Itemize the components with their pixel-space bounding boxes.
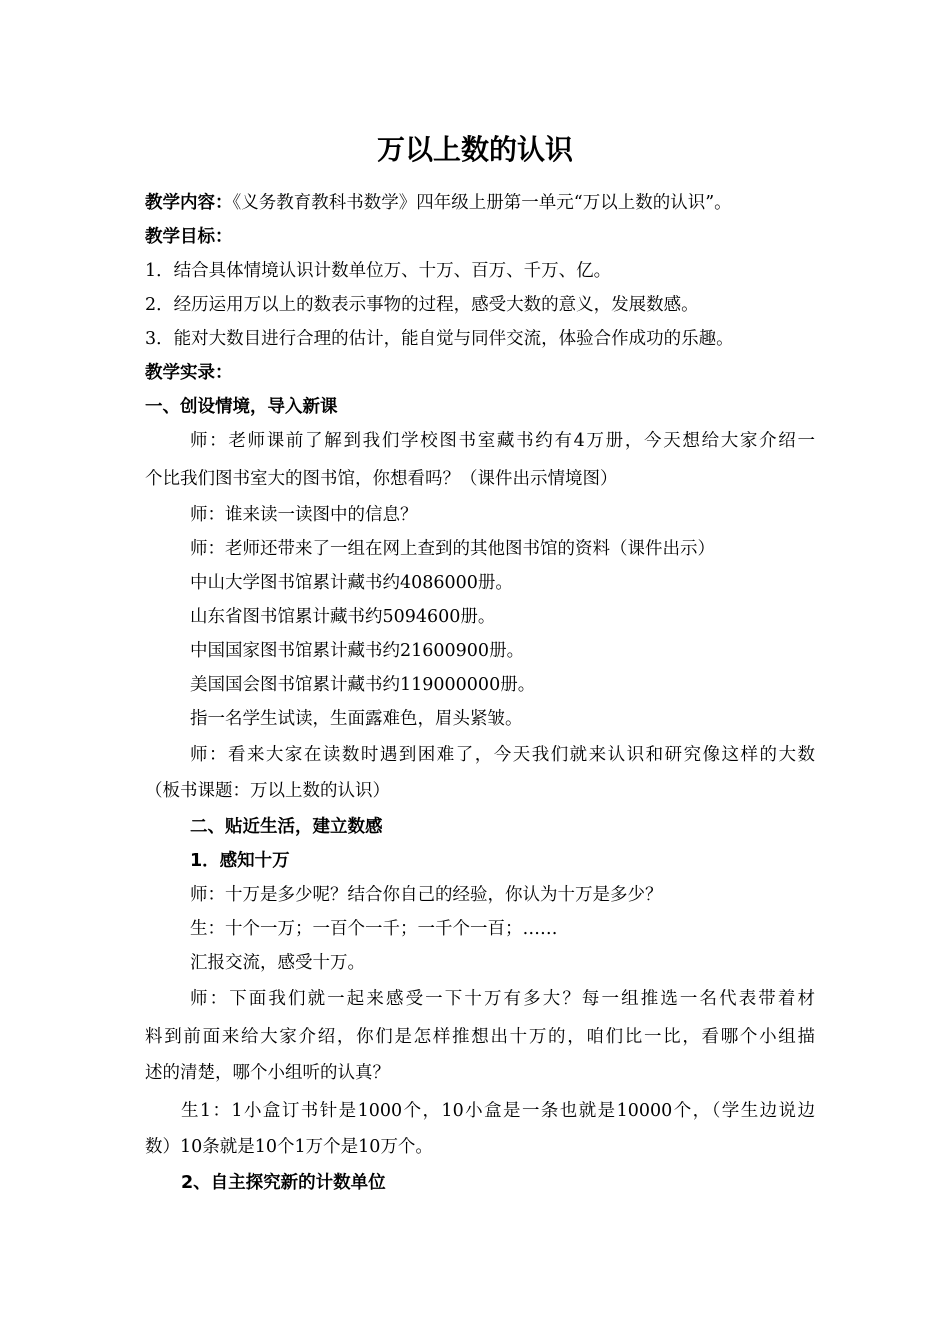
paragraph-line: 师：老师还带来了一组在网上查到的其他图书馆的资料（课件出示） (190, 539, 715, 559)
teaching-record-heading: 教学实录： (145, 363, 233, 383)
section-2-heading: 二、贴近生活，建立数感 (190, 817, 383, 837)
goal-1: 1．结合具体情境认识计数单位万、十万、百万、千万、亿。 (145, 261, 612, 281)
paragraph-line: 师：看来大家在读数时遇到困难了，今天我们就来认识和研究像这样的大数 (190, 745, 815, 765)
teaching-goals-heading: 教学目标： (145, 227, 233, 247)
paragraph-line: 汇报交流，感受十万。 (190, 953, 365, 973)
paragraph-line: 师：老师课前了解到我们学校图书室藏书约有4万册，今天想给大家介绍一 (190, 431, 815, 451)
subsection-1-heading: 1．感知十万 (190, 851, 290, 871)
library-item: 美国国会图书馆累计藏书约119000000册。 (190, 675, 536, 695)
paragraph-line: 生1：1小盒订书针是1000个，10小盒是一条也就是10000个，（学生边说边 (181, 1101, 815, 1121)
paragraph-line: 个比我们图书室大的图书馆，你想看吗？（课件出示情境图） (145, 469, 618, 489)
paragraph-line: 指一名学生试读，生面露难色，眉头紧皱。 (190, 709, 523, 729)
document-title: 万以上数的认识 (376, 133, 573, 166)
subsection-2-heading: 2、自主探究新的计数单位 (181, 1173, 386, 1193)
paragraph-line: 师：十万是多少呢？结合你自己的经验，你认为十万是多少？ (190, 885, 663, 905)
teaching-content-label: 教学内容： (145, 193, 233, 213)
paragraph-line: 师：下面我们就一起来感受一下十万有多大？每一组推选一名代表带着材 (190, 989, 815, 1009)
library-item: 中山大学图书馆累计藏书约4086000册。 (190, 573, 513, 593)
section-1-heading: 一、创设情境，导入新课 (145, 397, 338, 417)
goal-2: 2．经历运用万以上的数表示事物的过程，感受大数的意义，发展数感。 (145, 295, 699, 315)
paragraph-line: （板书课题：万以上数的认识） (145, 781, 390, 801)
goal-3: 3．能对大数目进行合理的估计，能自觉与同伴交流，体验合作成功的乐趣。 (145, 329, 734, 349)
paragraph-line: 生：十个一万；一百个一千；一千个一百；…… (190, 919, 558, 939)
paragraph-line: 料到前面来给大家介绍，你们是怎样推想出十万的，咱们比一比，看哪个小组描 (145, 1027, 815, 1047)
library-item: 山东省图书馆累计藏书约5094600册。 (190, 607, 496, 627)
teaching-content-line (145, 186, 815, 220)
teaching-content-text: 《义务教育教科书数学》四年级上册第一单元“万以上数的认识”。 (232, 193, 732, 213)
paragraph-line: 师：谁来读一读图中的信息？ (190, 505, 418, 525)
library-item: 中国国家图书馆累计藏书约21600900册。 (190, 641, 525, 661)
paragraph-line: 述的清楚，哪个小组听的认真？ (145, 1063, 390, 1083)
paragraph-line: 数）10条就是10个1万个是10万个。 (145, 1137, 433, 1157)
